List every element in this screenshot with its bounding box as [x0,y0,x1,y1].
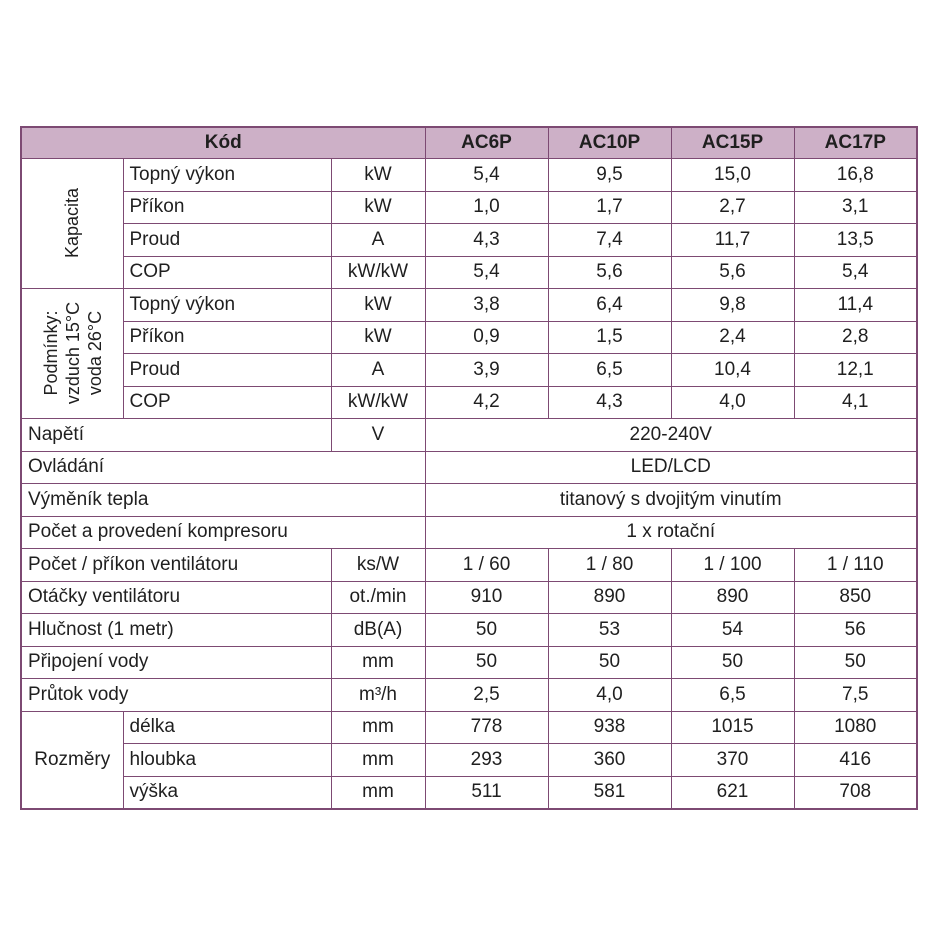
group-label-line: Kapacita [62,187,83,259]
value-cell: 890 [548,581,671,614]
value-cell: 5,4 [425,159,548,192]
unit-cell: mm [331,776,425,809]
value-cell: 16,8 [794,159,917,192]
group-label-line: voda 26°C [85,310,106,396]
value-cell: 56 [794,614,917,647]
value-cell: 7,4 [548,224,671,257]
table-row [21,776,917,809]
merged-value-cell: titanový s dvojitým vinutím [425,484,917,517]
value-cell: 1080 [794,711,917,744]
param-cell: Příkon [123,191,331,224]
param-cell: Proud [123,224,331,257]
value-cell: 50 [548,646,671,679]
table-row [21,516,917,549]
value-cell: 1 / 80 [548,549,671,582]
value-cell: 1 / 100 [671,549,794,582]
unit-cell: kW [331,289,425,322]
param-cell: COP [123,386,331,419]
param-cell: Příkon [123,321,331,354]
group-label-line: Podmínky: [41,310,62,396]
value-cell: 621 [671,776,794,809]
value-cell: 15,0 [671,159,794,192]
value-cell: 1,7 [548,191,671,224]
model-header: AC10P [548,127,671,159]
param-cell: Počet a provedení kompresoru [21,516,425,549]
param-cell: Ovládání [21,451,425,484]
unit-cell: mm [331,646,425,679]
table-row [21,191,917,224]
param-cell: Hlučnost (1 metr) [21,614,331,647]
model-header: AC6P [425,127,548,159]
unit-cell: mm [331,711,425,744]
param-cell: Průtok vody [21,679,331,712]
table-row [21,711,917,744]
unit-cell: kW/kW [331,256,425,289]
table-row [21,549,917,582]
value-cell: 4,3 [425,224,548,257]
table-row [21,159,917,192]
param-cell: Topný výkon [123,159,331,192]
value-cell: 6,5 [671,679,794,712]
unit-cell: kW [331,191,425,224]
value-cell: 3,8 [425,289,548,322]
value-cell: 9,5 [548,159,671,192]
value-cell: 50 [425,614,548,647]
table-row [21,484,917,517]
value-cell: 54 [671,614,794,647]
kod-header: Kód [21,127,425,159]
value-cell: 293 [425,744,548,777]
value-cell: 10,4 [671,354,794,387]
param-cell: Topný výkon [123,289,331,322]
table-row [21,321,917,354]
value-cell: 4,0 [548,679,671,712]
value-cell: 890 [671,581,794,614]
value-cell: 2,5 [425,679,548,712]
value-cell: 3,9 [425,354,548,387]
table-row [21,419,917,452]
value-cell: 370 [671,744,794,777]
group-label-line: vzduch 15°C [63,301,84,405]
param-cell: délka [123,711,331,744]
value-cell: 360 [548,744,671,777]
value-cell: 4,3 [548,386,671,419]
value-cell: 53 [548,614,671,647]
value-cell: 2,7 [671,191,794,224]
value-cell: 1 / 60 [425,549,548,582]
unit-cell: ot./min [331,581,425,614]
merged-value-cell: LED/LCD [425,451,917,484]
value-cell: 9,8 [671,289,794,322]
value-cell: 1,0 [425,191,548,224]
table-row [21,646,917,679]
param-cell: Počet / příkon ventilátoru [21,549,331,582]
group-label-podminky [21,289,123,419]
value-cell: 1 / 110 [794,549,917,582]
table-row [21,451,917,484]
value-cell: 850 [794,581,917,614]
value-cell: 5,6 [671,256,794,289]
table-row [21,224,917,257]
value-cell: 2,8 [794,321,917,354]
group-label-rozmery: Rozměry [21,711,123,809]
value-cell: 416 [794,744,917,777]
table-row [21,256,917,289]
value-cell: 5,4 [794,256,917,289]
value-cell: 581 [548,776,671,809]
param-cell: hloubka [123,744,331,777]
unit-cell: A [331,224,425,257]
value-cell: 11,7 [671,224,794,257]
value-cell: 3,1 [794,191,917,224]
table-row [21,744,917,777]
value-cell: 2,4 [671,321,794,354]
value-cell: 5,4 [425,256,548,289]
header-row [21,127,917,159]
unit-cell: A [331,354,425,387]
param-cell: Připojení vody [21,646,331,679]
value-cell: 12,1 [794,354,917,387]
value-cell: 5,6 [548,256,671,289]
model-header: AC15P [671,127,794,159]
value-cell: 13,5 [794,224,917,257]
value-cell: 0,9 [425,321,548,354]
value-cell: 4,2 [425,386,548,419]
value-cell: 4,0 [671,386,794,419]
param-cell: výška [123,776,331,809]
table-row [21,581,917,614]
table-row [21,614,917,647]
value-cell: 50 [425,646,548,679]
param-cell: Výměník tepla [21,484,425,517]
value-cell: 7,5 [794,679,917,712]
value-cell: 50 [671,646,794,679]
value-cell: 4,1 [794,386,917,419]
spec-table [20,126,918,810]
value-cell: 778 [425,711,548,744]
unit-cell: m³/h [331,679,425,712]
unit-cell: ks/W [331,549,425,582]
unit-cell: kW/kW [331,386,425,419]
value-cell: 938 [548,711,671,744]
merged-value-cell: 1 x rotační [425,516,917,549]
value-cell: 6,4 [548,289,671,322]
param-cell: Proud [123,354,331,387]
param-cell: Otáčky ventilátoru [21,581,331,614]
unit-cell: kW [331,159,425,192]
group-label-kapacita [21,159,123,289]
spec-table-container [20,126,916,810]
param-cell: Napětí [21,419,331,452]
value-cell: 50 [794,646,917,679]
table-row [21,386,917,419]
value-cell: 1015 [671,711,794,744]
value-cell: 6,5 [548,354,671,387]
value-cell: 1,5 [548,321,671,354]
param-cell: COP [123,256,331,289]
table-row [21,679,917,712]
value-cell: 910 [425,581,548,614]
table-row [21,354,917,387]
value-cell: 11,4 [794,289,917,322]
value-cell: 511 [425,776,548,809]
merged-value-cell: 220-240V [425,419,917,452]
unit-cell: kW [331,321,425,354]
model-header: AC17P [794,127,917,159]
unit-cell: mm [331,744,425,777]
value-cell: 708 [794,776,917,809]
unit-cell: V [331,419,425,452]
unit-cell: dB(A) [331,614,425,647]
table-row [21,289,917,322]
